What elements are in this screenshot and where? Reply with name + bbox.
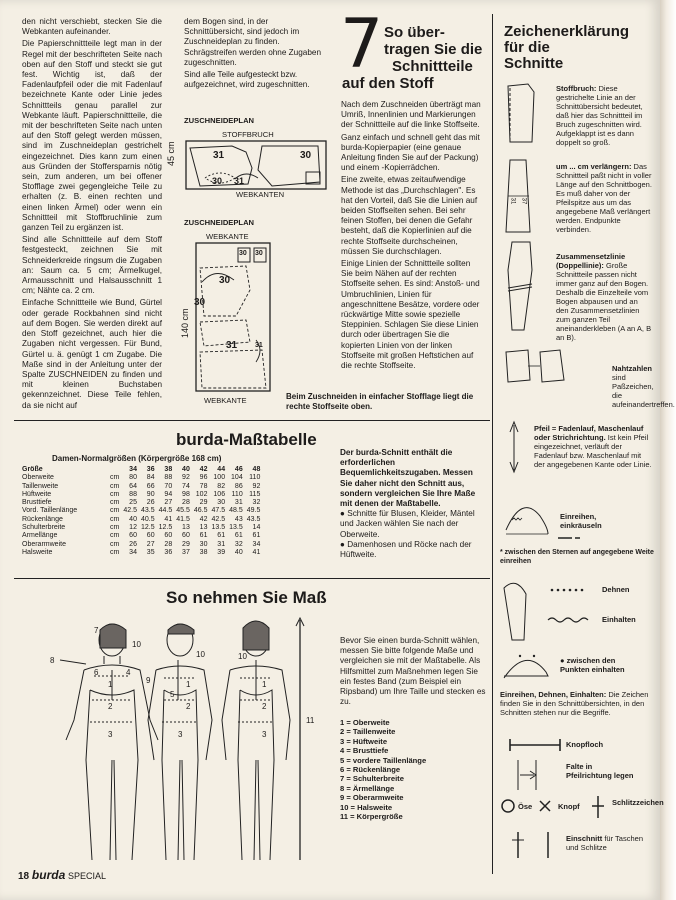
figure-number: 6 <box>94 668 99 677</box>
plan2-piece-30d: 30 <box>194 297 206 308</box>
table-header-cell: 38 <box>164 466 173 473</box>
legend-term: Einreihen, einkräuseln <box>560 512 602 530</box>
plan1-piece-31b: 31 <box>234 176 245 186</box>
table-cell: 31 <box>234 499 243 507</box>
measure-title: So nehmen Sie Maß <box>166 588 327 607</box>
list-item: 10 = Halsweite <box>340 802 393 812</box>
table-cell: Halsweite <box>22 548 53 556</box>
heading-line: tragen Sie die <box>384 41 483 58</box>
table-cell: 40 <box>234 548 243 556</box>
table-header-cell: 44 <box>217 466 226 473</box>
table-cell: 78 <box>199 482 208 490</box>
table-cell: 115 <box>249 490 261 498</box>
plan1-title: ZUSCHNEIDEPLAN <box>184 116 255 125</box>
table-cell: 104 <box>231 474 243 482</box>
figure-number: 4 <box>126 668 131 677</box>
legend-term: Knopf <box>558 802 580 811</box>
list-item: 5 = vordere Taillenlänge <box>340 755 427 765</box>
figure-number: 3 <box>178 730 183 739</box>
figure-number: 10 <box>196 650 205 659</box>
plan2-piece-31b: 31 <box>255 342 263 349</box>
note-bullet: ● Schnitte für Blusen, Kleider, Mäntel und Jacken wählen Sie nach der Oberweite. <box>340 509 475 539</box>
table-cell: 60 <box>182 532 190 540</box>
plan1-piece-30b: 30 <box>212 176 223 186</box>
legend-title-line: für die <box>504 39 550 56</box>
plan-caption: Beim Zuschneiden in einfacher Stofflage liegt die rechte Stoffseite oben. <box>286 392 474 411</box>
table-cell: 26 <box>146 499 155 507</box>
table-cell: Hüftweite <box>22 490 52 498</box>
figure-number: 9 <box>146 676 151 685</box>
table-cell: 41 <box>164 515 173 523</box>
legend-term: Dehnen <box>602 585 630 594</box>
table-cell: cm <box>110 474 120 482</box>
table-cell: cm <box>110 515 120 523</box>
list-item: 7 = Schulterbreite <box>340 774 404 784</box>
table-cell: Oberarmweite <box>22 540 66 548</box>
table-cell: 41 <box>252 548 261 556</box>
table-cell: Schulterbreite <box>22 524 66 532</box>
legend-desc: Das Schnittteil paßt nicht in voller Länge auf den Schnittbogen. Es muß daher von der Pfeilspitze aus um das angegebene Maß verlängert werden. Endpunkte verbinden. <box>556 162 652 234</box>
table-cell: 42.5 <box>123 507 137 515</box>
table-cell: 12.5 <box>140 524 155 532</box>
page-number: 18 <box>18 871 30 882</box>
table-cell: 40.5 <box>140 515 155 523</box>
figure-number: 11 <box>306 716 315 725</box>
table-cell: 43 <box>234 515 243 523</box>
table-cell: Brusttiefe <box>22 499 52 507</box>
table-cell: 64 <box>129 482 137 490</box>
list-item: 4 = Brusttiefe <box>340 746 389 756</box>
table-cell: 13 <box>182 524 190 532</box>
paragraph: Sind alle Schnittteile auf dem Stoff festgesteckt, zeichnen Sie mit Schneiderkreide ringsum die Zugaben an: Saum ca. 5 cm; Ärmelkugel, Armausschnitt und Halsausschnitt 1 cm; Nähte ca. 2 cm. <box>22 235 162 296</box>
legend-term: * zwischen den Sternen auf angegebene Weite einreihen <box>500 549 654 565</box>
table-cell: 92 <box>182 474 190 482</box>
plan2-bottom-label: WEBKANTE <box>204 396 247 405</box>
table-cell: 34 <box>129 548 137 556</box>
table-cell: 27 <box>146 540 155 548</box>
table-cell: 82 <box>217 482 226 490</box>
legend-term: Falte in Pfeilrichtung legen <box>566 762 634 780</box>
table-header-cell: Größe <box>22 466 43 473</box>
table-cell: 48.5 <box>229 507 243 515</box>
table-cell: cm <box>110 482 120 490</box>
heading-line: Schnittteile <box>392 58 473 75</box>
figure-number: 1 <box>262 680 267 689</box>
legend-term: um ... cm verlängern: <box>556 162 632 171</box>
plan2-piece-31a: 31 <box>226 340 238 351</box>
table-cell: 96 <box>199 474 208 482</box>
plan1-height-label: 45 cm <box>166 141 176 166</box>
table-cell: 98 <box>182 490 190 498</box>
table-cell: 13 <box>199 524 208 532</box>
legend-title-line: Schnitte <box>504 55 564 72</box>
table-cell: 47.5 <box>211 507 226 515</box>
table-cell: cm <box>110 524 120 532</box>
figure-number: 3 <box>262 730 267 739</box>
table-cell: cm <box>110 548 120 556</box>
paragraph: Sind alle Teile aufgesteckt bzw. aufgezeichnet, wird zugeschnitten. <box>184 70 310 90</box>
table-cell: 32 <box>252 499 261 507</box>
legend-title-line: Zeichenerklärung <box>504 23 630 40</box>
figure-number: 3 <box>108 730 113 739</box>
legend-term: ● zwischen den Punkten einhalten <box>560 656 625 674</box>
table-cell: 61 <box>252 532 261 540</box>
table-cell: 31 <box>217 540 226 548</box>
legend-term: Stoffbruch: <box>556 84 597 93</box>
list-item: 6 = Rückenlänge <box>340 765 401 775</box>
table-cell: 110 <box>231 490 243 498</box>
table-cell: 92 <box>252 482 261 490</box>
table-cell: 70 <box>164 482 173 490</box>
table-cell: 39 <box>217 548 226 556</box>
figure-number: 7 <box>94 626 99 635</box>
plan2-height-label: 140 cm <box>180 308 190 338</box>
legend-term: Einreihen, Dehnen, Einhalten: <box>500 690 607 699</box>
measure-list <box>340 718 490 821</box>
table-cell: 88 <box>164 474 173 482</box>
table-cell: 14 <box>252 524 261 532</box>
table-cell: Rückenlänge <box>22 515 63 523</box>
table-cell: 34 <box>252 540 261 548</box>
plan2-piece-30b: 30 <box>255 250 263 257</box>
table-cell: 26 <box>129 540 137 548</box>
table-cell: 36 <box>164 548 173 556</box>
table-cell: 80 <box>129 474 137 482</box>
note-bullet: ● Damenhosen und Röcke nach der Hüftweite. <box>340 539 472 560</box>
table-cell: 40 <box>129 515 137 523</box>
table-cell: 12.5 <box>158 524 173 532</box>
table-cell: cm <box>110 507 120 515</box>
table-cell: 49.5 <box>246 507 261 515</box>
table-header-cell: 40 <box>182 466 190 473</box>
table-cell: 66 <box>146 482 155 490</box>
ruler-label-37: 37 <box>520 197 527 205</box>
footer <box>18 868 106 882</box>
paragraph: den nicht verschiebt, stecken Sie die Webkanten aufeinander. <box>22 17 162 37</box>
list-item: 3 = Hüftweite <box>340 736 388 746</box>
measure-intro: Bevor Sie einen burda-Schnitt wählen, messen Sie bitte folgende Maße und vergleichen sie mit der Maßtabelle. Als Hilfsmittel zum Maßnehmen legen Sie ein festes Band (zum Beispiel ein Ripsband) um Ihre Taille und stecken es zu. <box>340 636 486 707</box>
plan1-piece-30: 30 <box>300 150 312 161</box>
table-cell: 61 <box>199 532 208 540</box>
list-item: 11 = Körpergröße <box>340 812 403 822</box>
paragraph: Die Papierschnittteile legt man in der Regel mit der beschrifteten Seite nach oben auf den Stoff und steckt sie gut fest. Wichtig ist, daß der Fadenlaufpfeil oder die mit Fadenlauf bezeichnete Kante oder Linie jedes Schnittteils genau parallel zur Webkante läuft. Papierschnittteile, die mit der beschrifteten Seite nach unten auf den Stoff gelegt werden müssen, sind im Zuschneideplan gestrichelt eingezeichnet. Dies kann zum einen aus Gründen der Stoffersparnis nötig sein, zum anderen, um bei offener Stofflage zwei gegengleiche Teile zu erhalten (z. B. einen rechten und einen linken Ärmel) oder wenn ein Schnittteil mit Stoffbruchlinie zum ganzen Teil zu ergänzen ist. <box>22 39 162 233</box>
legend-term: Schlitzzeichen <box>612 798 664 807</box>
table-cell: 42.5 <box>211 515 226 523</box>
table-cell: 13.5 <box>229 524 243 532</box>
table-cell: 27 <box>164 499 173 507</box>
ruler-label-31: 31 <box>509 197 516 205</box>
legend-desc: Ist kein Pfeil eingezeichnet, verläuft der Fadenlauf bzw. Maschenlauf mit der angegebenen Kante oder Linie. <box>534 433 652 469</box>
table-header-cell: 34 <box>129 466 137 473</box>
table-cell: 25 <box>129 499 137 507</box>
table-cell: 110 <box>249 474 261 482</box>
bullet-text: Damenhosen und Röcke nach der Hüftweite. <box>340 539 472 560</box>
table-cell: 32 <box>234 540 243 548</box>
legend-desc: für Taschen und Schlitze <box>566 834 643 852</box>
legend-term: Nahtzahlen <box>612 364 653 373</box>
legend-term: Öse <box>518 802 533 811</box>
figure-number: 1 <box>108 680 113 689</box>
list-item: 2 = Taillenweite <box>340 727 396 737</box>
table-cell: 29 <box>182 540 190 548</box>
table-cell: 84 <box>146 474 155 482</box>
table-cell: Taillenweite <box>22 482 59 490</box>
heading-line: auf den Stoff <box>342 75 434 92</box>
plan2-piece-30c: 30 <box>219 275 231 286</box>
table-header-cell: 42 <box>199 466 208 473</box>
table-cell: 45.5 <box>176 507 190 515</box>
figure-number: 8 <box>50 656 55 665</box>
brand: burda <box>31 868 66 882</box>
table-cell: 60 <box>129 532 137 540</box>
issue: SPECIAL <box>68 871 107 881</box>
list-item: 1 = Oberweite <box>340 718 390 727</box>
table-cell: 106 <box>213 490 226 498</box>
figure-number: 2 <box>108 702 113 711</box>
table-cell: 38 <box>199 548 208 556</box>
table-cell: 61 <box>234 532 243 540</box>
table-cell: 28 <box>164 540 173 548</box>
table-cell: 28 <box>182 499 190 507</box>
size-table-title: burda-Maßtabelle <box>176 430 317 449</box>
section-number: 7 <box>340 5 384 84</box>
table-cell: 42 <box>199 515 208 523</box>
table-header-cell: 48 <box>252 466 261 473</box>
table-cell: 35 <box>146 548 155 556</box>
table-cell: 43.5 <box>140 507 155 515</box>
table-cell: 29 <box>199 499 208 507</box>
plan1-piece-31: 31 <box>213 150 225 161</box>
table-cell: cm <box>110 540 120 548</box>
paragraph: Nach dem Zuschneiden überträgt man Umriß, Innenlinien und Markierungen der Schnittteile auf die linke Stoffseite. <box>341 100 481 130</box>
figure-number: 10 <box>238 652 247 661</box>
paragraph: Ganz einfach und schnell geht das mit burda-Kopierpapier (eine genaue Anleitung finden Sie auf der Packung) und einem -Kopierrädchen. <box>341 132 480 173</box>
table-header-cell: 36 <box>146 466 155 473</box>
table-cell: Vord. Taillenlänge <box>22 507 78 515</box>
table-cell: 100 <box>213 474 226 482</box>
legend-term: Pfeil = Fadenlauf, Maschenlauf oder Strichrichtung. <box>534 424 644 442</box>
table-cell: 13.5 <box>211 524 226 532</box>
list-item: 8 = Ärmellänge <box>340 783 395 793</box>
table-cell: 60 <box>146 532 155 540</box>
table-cell: 102 <box>195 490 208 498</box>
legend-desc: Die Zeichen finden Sie in den Schnittübersichten, in den Schnitten stehen nur die Begriffe. <box>500 690 649 717</box>
size-table-subtitle: Damen-Normalgrößen (Körpergröße 168 cm) <box>52 454 222 463</box>
table-cell: 90 <box>146 490 155 498</box>
table-cell: 88 <box>129 490 137 498</box>
figure-number: 2 <box>262 702 267 711</box>
heading-line: So über- <box>384 24 445 41</box>
table-cell: 94 <box>164 490 173 498</box>
paragraph: dem Bogen sind, in der Schnittübersicht, sind jedoch im Zuschneideplan zu finden. Schrägstreifen werden ohne Zugaben zugeschnitten. <box>184 17 322 67</box>
table-cell: 41.5 <box>176 515 190 523</box>
legend-desc: Diese gestrichelte Linie an der Schnittübersicht bedeutet, daß hier das Schnittteil im Bruch zugeschnitten wird. Aufgeklappt ist es dann doppelt so groß. <box>556 84 643 147</box>
table-cell: 12 <box>129 524 137 532</box>
note-text: Der burda-Schnitt enthält die erforderlichen Bequemlichkeitszugaben. Messen Sie daher nicht den Schnitt aus, sondern vergleichen Sie Ihre Maße mit denen der Maßtabelle. <box>340 448 476 509</box>
list-item: 9 = Oberarmweite <box>340 793 404 803</box>
legend-term: Einschnitt <box>566 834 603 843</box>
paragraph: Einige Linien der Schnittteile sollten Sie beim Nähen auf der rechten Stoffseite sehen. Es sind: Anstoß- und Umbruchlinien, Linien für angeschnittene Besätze, vordere oder rückwärtige Mitte sowie spezielle Steppinien. Schlagen Sie diese Linien durch oder übertragen Sie die kopierten Linien von der linken Stoffseite mit großen Heftstichen auf die rechte Stoffseite. <box>341 259 480 371</box>
plan2-top-label: WEBKANTE <box>206 232 249 241</box>
table-cell: 86 <box>234 482 243 490</box>
paragraph: Einfache Schnittteile wie Bund, Gürtel oder gerade Rockbahnen sind nicht auf dem Bogen. Sie werden direkt auf den Stoff gezeichnet, auch hier die Zugaben nicht vergessen. Für Bund, Gürtel u. ä. genügt 1 cm Zugabe. Die Maße sind in der Anleitung unter der Spalte ZUSCHNEIDEN zu finden und mit kleinen Buchstaben gekennzeichnet. Diese Teile fehlen, da sie nicht auf <box>22 298 162 410</box>
table-cell: cm <box>110 490 120 498</box>
plan2-piece-30a: 30 <box>239 250 247 257</box>
figure-number: 1 <box>186 680 191 689</box>
table-cell: 30 <box>217 499 226 507</box>
table-cell: 74 <box>182 482 190 490</box>
table-cell: 44.5 <box>158 507 173 515</box>
table-cell: cm <box>110 499 120 507</box>
legend-desc: Große Schnittteile passen nicht immer ganz auf den Bogen. Deshalb die Einzelteile vom Bogen abpausen und an den Zusammensetzlinien zum ganzen Teil aneinanderkleben (A an A, B an B). <box>556 261 652 342</box>
paragraph: Eine zweite, etwas zeitaufwendige Methode ist das „Durchschlagen". Es hat den Vorteil, daß Sie die Linien auf beiden Stoffseiten sehen. Bei sehr feinen Stoffen, bei denen die Gefahr besteht, daß die Kopierlinien auf die rechte Stoffseite durchscheinen, müssen Sie durchschlagen. <box>341 175 478 256</box>
table-cell: Oberweite <box>22 474 54 482</box>
figure-number: 10 <box>132 640 141 649</box>
legend-term: Knopfloch <box>566 740 604 749</box>
table-cell: 60 <box>164 532 173 540</box>
table-cell: 61 <box>217 532 226 540</box>
legend-term: Einhalten <box>602 615 636 624</box>
bullet-text: Schnitte für Blusen, Kleider, Mäntel und Jacken wählen Sie nach der Oberweite. <box>340 509 475 539</box>
plan1-top-label: STOFFBRUCH <box>222 130 274 139</box>
figure-number: 5 <box>170 690 175 699</box>
table-cell: cm <box>110 532 120 540</box>
table-cell: Armellänge <box>22 532 58 540</box>
table-cell: 46.5 <box>193 507 208 515</box>
figure-number: 2 <box>186 702 191 711</box>
plan1-bottom-label: WEBKANTEN <box>236 190 285 199</box>
table-cell: 43.5 <box>246 515 261 523</box>
table-header-cell: 46 <box>234 466 243 473</box>
legend-term: Zusammensetzlinie (Doppellinie): <box>556 252 626 270</box>
plan2-title: ZUSCHNEIDEPLAN <box>184 218 255 227</box>
legend-desc: sind Paßzeichen, die aufeinandertreffen. <box>612 373 675 409</box>
table-cell: 30 <box>199 540 208 548</box>
table-cell: 37 <box>182 548 190 556</box>
